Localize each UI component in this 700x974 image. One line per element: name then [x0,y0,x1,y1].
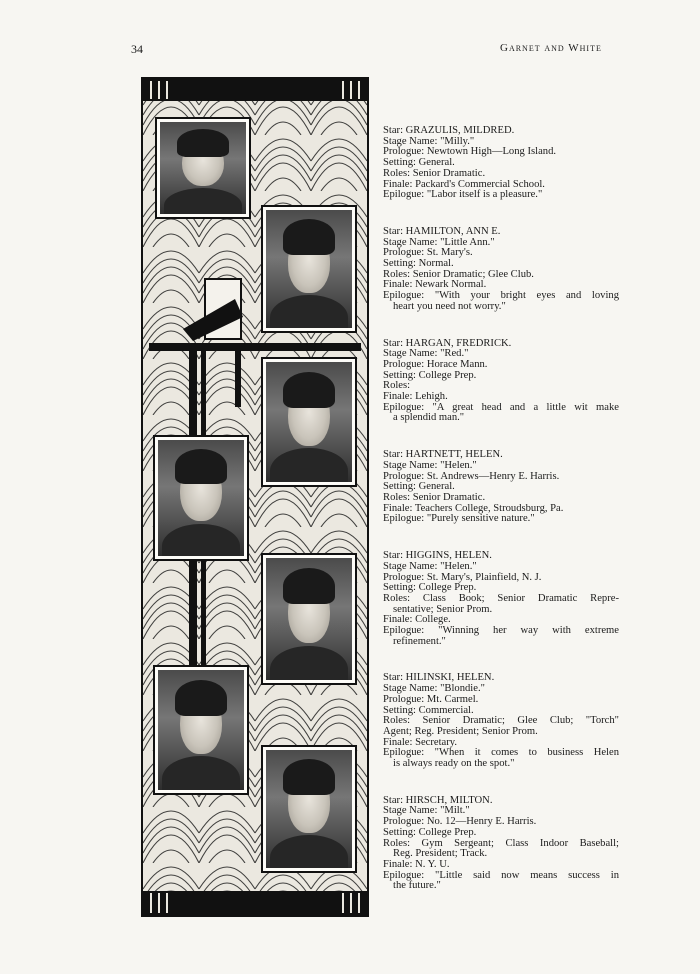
entry-setting: Setting: College Prep. [383,826,477,838]
entry-finale: Finale: Lehigh. [383,391,448,403]
entry-roles: Roles: Class Book; Senior Dramatic Repre- [383,592,619,604]
entry-star: Star: HAMILTON, ANN E. [383,225,501,237]
page-number: 34 [131,42,143,56]
entry-star: Star: HIRSCH, MILTON. [383,794,493,806]
entry-prologue: Prologue: Mt. Carmel. [383,693,479,705]
entry-epilogue-continued: the future." [393,880,441,892]
entry-epilogue: Epilogue: "When it comes to business Helen [383,747,619,759]
entry-epilogue: Epilogue: "Little said now means success in [383,869,619,881]
entry-roles: Roles: Senior Dramatic. [383,491,486,503]
entry-stage-name: Stage Name: "Milt." [383,805,470,817]
entry-setting: Setting: Commercial. [383,704,474,716]
entry-setting: Setting: Normal. [383,258,454,270]
student-entries [383,126,619,918]
student-photo-hargan [261,357,357,487]
entry-epilogue: Epilogue: "Winning her way with extreme [383,625,619,637]
running-head: Garnet and White [500,42,602,54]
student-photo-hamilton [261,205,357,333]
entry-prologue: Prologue: Horace Mann. [383,358,488,370]
entry-stage-name: Stage Name: "Helen." [383,560,477,572]
entry-epilogue-continued: is always ready on the spot." [393,758,515,770]
student-entry [383,796,619,892]
entry-setting: Setting: General. [383,157,455,169]
student-entry [383,126,619,201]
entry-star: Star: HIGGINS, HELEN. [383,550,492,562]
entry-prologue: Prologue: Newtown High—Long Island. [383,146,557,158]
entry-roles-continued: Agent; Reg. President; Senior Prom. [383,725,538,737]
entry-stage-name: Stage Name: "Blondie." [383,683,485,695]
entry-prologue: Prologue: St. Andrews—Henry E. Harris. [383,470,560,482]
student-entry [383,450,619,525]
entry-roles-continued: sentative; Senior Prom. [393,603,493,615]
entry-star: Star: HARTNETT, HELEN. [383,449,503,461]
entry-star: Star: HARGAN, FREDRICK. [383,337,512,349]
student-entry [383,673,619,769]
entry-star: Star: HILINSKI, HELEN. [383,672,495,684]
student-entry [383,339,619,425]
entry-setting: Setting: College Prep. [383,369,477,381]
entry-stage-name: Stage Name: "Milly." [383,135,475,147]
entry-prologue: Prologue: St. Mary's, Plainfield, N. J. [383,571,542,583]
student-entry [383,227,619,313]
entry-stage-name: Stage Name: "Red." [383,348,469,360]
entry-epilogue-continued: heart you need not worry." [393,300,506,312]
entry-epilogue-continued: refinement." [393,635,446,647]
entry-finale: Finale: Teachers College, Stroudsburg, Pa. [383,502,564,514]
entry-roles: Roles: [383,380,411,392]
student-photo-hilinski [153,665,249,795]
entry-epilogue: Epilogue: "Labor itself is a pleasure." [383,189,543,201]
entry-setting: Setting: General. [383,481,455,493]
entry-epilogue: Epilogue: "A great head and a little wit make [383,401,619,413]
entry-roles: Roles: Senior Dramatic; Glee Club. [383,268,534,280]
entry-star: Star: GRAZULIS, MILDRED. [383,125,515,136]
entry-finale: Finale: N. Y. U. [383,858,450,870]
entry-prologue: Prologue: St. Mary's. [383,247,473,259]
entry-epilogue-continued: a splendid man." [393,412,465,424]
entry-prologue: Prologue: No. 12—Henry E. Harris. [383,816,537,828]
student-photo-hartnett [153,435,249,561]
student-photo-hirsch [261,745,357,873]
entry-roles: Roles: Senior Dramatic; Glee Club; "Torch" [383,715,619,727]
decorative-photo-panel [141,77,369,917]
entry-roles: Roles: Gym Sergeant; Class Indoor Baseball; [383,837,619,849]
entry-roles-continued: Reg. President; Track. [393,848,488,860]
entry-stage-name: Stage Name: "Little Ann." [383,236,495,248]
entry-finale: Finale: Secretary. [383,736,458,748]
student-entry [383,551,619,647]
entry-setting: Setting: College Prep. [383,582,477,594]
entry-finale: Finale: Newark Normal. [383,279,487,291]
entry-stage-name: Stage Name: "Helen." [383,459,477,471]
entry-finale: Finale: Packard's Commercial School. [383,178,545,190]
student-photo-grazulis [155,117,251,219]
entry-epilogue: Epilogue: "With your bright eyes and loving [383,290,619,302]
student-photo-higgins [261,553,357,685]
entry-epilogue: Epilogue: "Purely sensitive nature." [383,513,535,525]
entry-roles: Roles: Senior Dramatic. [383,167,486,179]
entry-finale: Finale: College. [383,614,451,626]
